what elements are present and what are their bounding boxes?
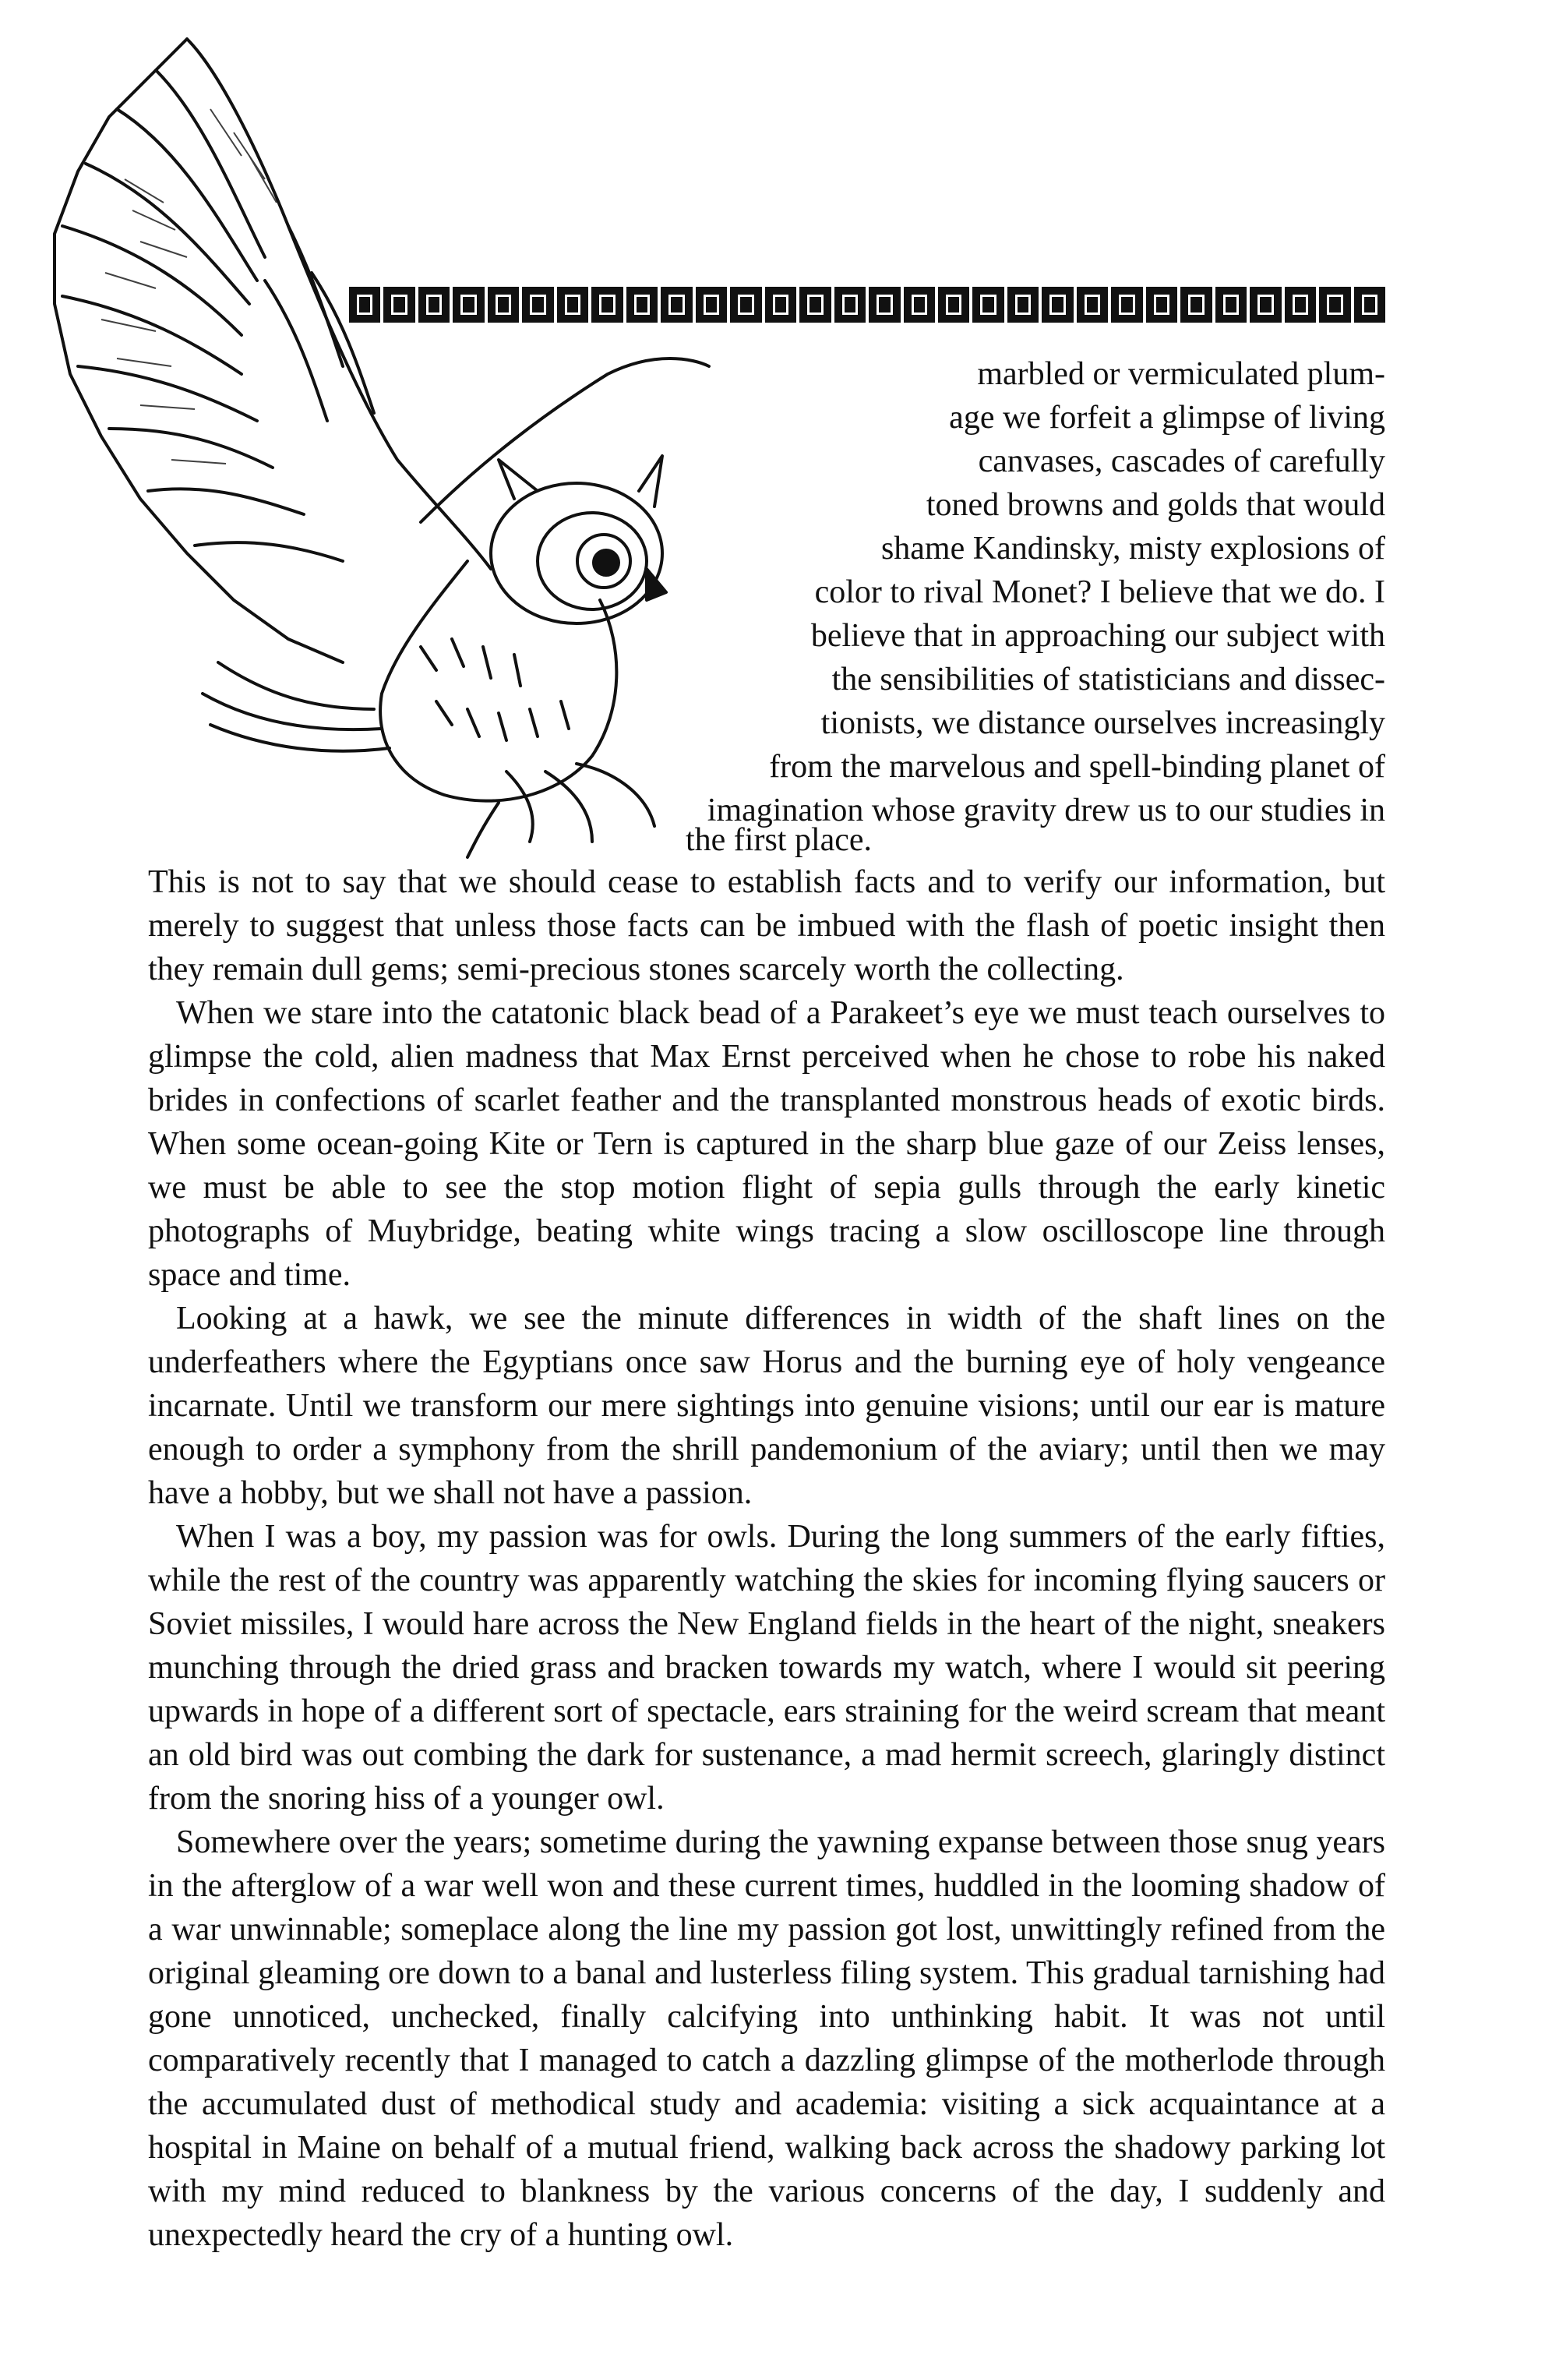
border-glyph (834, 287, 866, 323)
border-glyph (765, 287, 796, 323)
border-glyph (1042, 287, 1073, 323)
border-glyph (730, 287, 761, 323)
body-text (148, 860, 1385, 2257)
border-glyph (557, 287, 588, 323)
left-wing-feathers (62, 70, 343, 561)
border-glyph (938, 287, 969, 323)
left-wing-coverts (265, 226, 374, 421)
intro-line: the sensibilities of statisticians and dissec- (831, 662, 1385, 697)
paragraph: When I was a boy, my passion was for owls. During the long summers of the early fifties, while the rest of the country was apparently watching the skies for incoming flying saucers or Soviet missiles, I would hare across the New England fields in the heart of the night, sneakers munching through the dried grass and bracken towards my watch, where I would sit peering upwards in hope of a different sort of spectacle, ears straining for the weird scream that meant an old bird was out combing the dark for sustenance, a mad hermit screech, glaringly distinct from the snoring hiss of a younger owl. (148, 1519, 1385, 1817)
paragraph: Looking at a hawk, we see the minute differences in width of the shaft lines on the underfeathers where the Egyptians once saw Horus and the burning eye of holy vengeance incarnate. Until we transform our mere sightings into genuine visions; until our ear is mature enough to order a symphony from the shrill pandemonium of the aviary; until then we may have a hobby, but we shall not have a passion. (148, 1301, 1385, 1511)
intro-line: tionists, we distance ourselves increasingly (820, 705, 1385, 741)
talons (467, 764, 654, 857)
border-glyph (696, 287, 727, 323)
border-glyph (626, 287, 658, 323)
owl-head (491, 483, 662, 623)
paragraph: Somewhere over the years; sometime during the yawning expanse between those snug years in the afterglow of a war well won and these current times, huddled in the looming shadow of a war unwinnable; someplace along the line my passion got lost, unwittingly refined from the original gleaming ore down to a banal and lusterless filing system. This gradual tarnishing had gone unnoticed, unchecked, finally calcifying into unthinking habit. It was not until comparatively recently that I managed to catch a dazzling glimpse of the motherlode through the accumulated dust of methodical study and academia: visiting a sick acquaintance at a hospital in Maine on behalf of a mutual friend, walking back across the shadowy parking lot with my mind reduced to blankness by the various concerns of the day, I suddenly and unexpectedly heard the cry of a hunting owl. (148, 1824, 1385, 2253)
border-glyph (1180, 287, 1212, 323)
intro-line: shame Kandinsky, misty explosions of (880, 531, 1385, 567)
border-glyph (799, 287, 831, 323)
border-glyph (1077, 287, 1108, 323)
border-glyph (1250, 287, 1281, 323)
border-glyph (522, 287, 553, 323)
border-glyph (904, 287, 935, 323)
owl-illustration (31, 23, 732, 873)
border-glyph (1215, 287, 1247, 323)
border-glyph (1111, 287, 1142, 323)
decorative-border (349, 287, 1385, 323)
paragraph: This is not to say that we should cease to establish facts and to verify our information, but merely to suggest that unless those facts can be imbued with the flash of poetic insight then they remain dull gems; semi-precious stones scarcely worth the collecting. (148, 864, 1385, 987)
intro-line: believe that in approaching our subject with (810, 618, 1385, 654)
border-glyph (1146, 287, 1177, 323)
right-wing-outline (421, 358, 709, 522)
left-wing-feather-tips (55, 39, 343, 662)
paragraph: When we stare into the catatonic black bead of a Parakeet’s eye we must teach ourselves to glimpse the cold, alien madness that Max Ernst perceived when he chose to robe his naked brides in confections of scarlet feather and the transplanted monstrous heads of exotic birds. When some ocean-going Kite or Tern is captured in the sharp blue gaze of our Zeiss lenses, we must be able to see the stop motion flight of sepia gulls through the early kinetic photographs of Muybridge, beating white wings tracing a slow oscilloscope line through space and time. (148, 995, 1385, 1293)
border-glyph (349, 287, 380, 323)
intro-line: age we forfeit a glimpse of living (949, 400, 1385, 436)
intro-line: canvases, cascades of carefully (978, 443, 1385, 479)
tail-feathers (203, 662, 390, 751)
border-glyph (591, 287, 623, 323)
intro-line: the first place. (686, 822, 873, 858)
intro-line: imagination whose gravity drew us to our studies in (707, 793, 1385, 828)
eye-pupil (594, 550, 619, 575)
border-glyph (418, 287, 450, 323)
border-glyph (661, 287, 692, 323)
border-glyph (1007, 287, 1039, 323)
border-glyph (1285, 287, 1316, 323)
body-streaks (421, 639, 569, 740)
intro-line: marbled or vermiculated plum- (977, 356, 1385, 392)
intro-line: color to rival Monet? I believe that we do. I (814, 574, 1385, 610)
border-glyph (1319, 287, 1350, 323)
border-glyph (869, 287, 900, 323)
border-glyph (1354, 287, 1385, 323)
border-glyph (488, 287, 519, 323)
border-glyph (383, 287, 414, 323)
border-glyph (972, 287, 1004, 323)
intro-line: toned browns and golds that would (926, 487, 1385, 523)
border-glyph (453, 287, 484, 323)
beak (647, 569, 666, 600)
intro-line: from the marvelous and spell-binding planet of (769, 749, 1385, 785)
